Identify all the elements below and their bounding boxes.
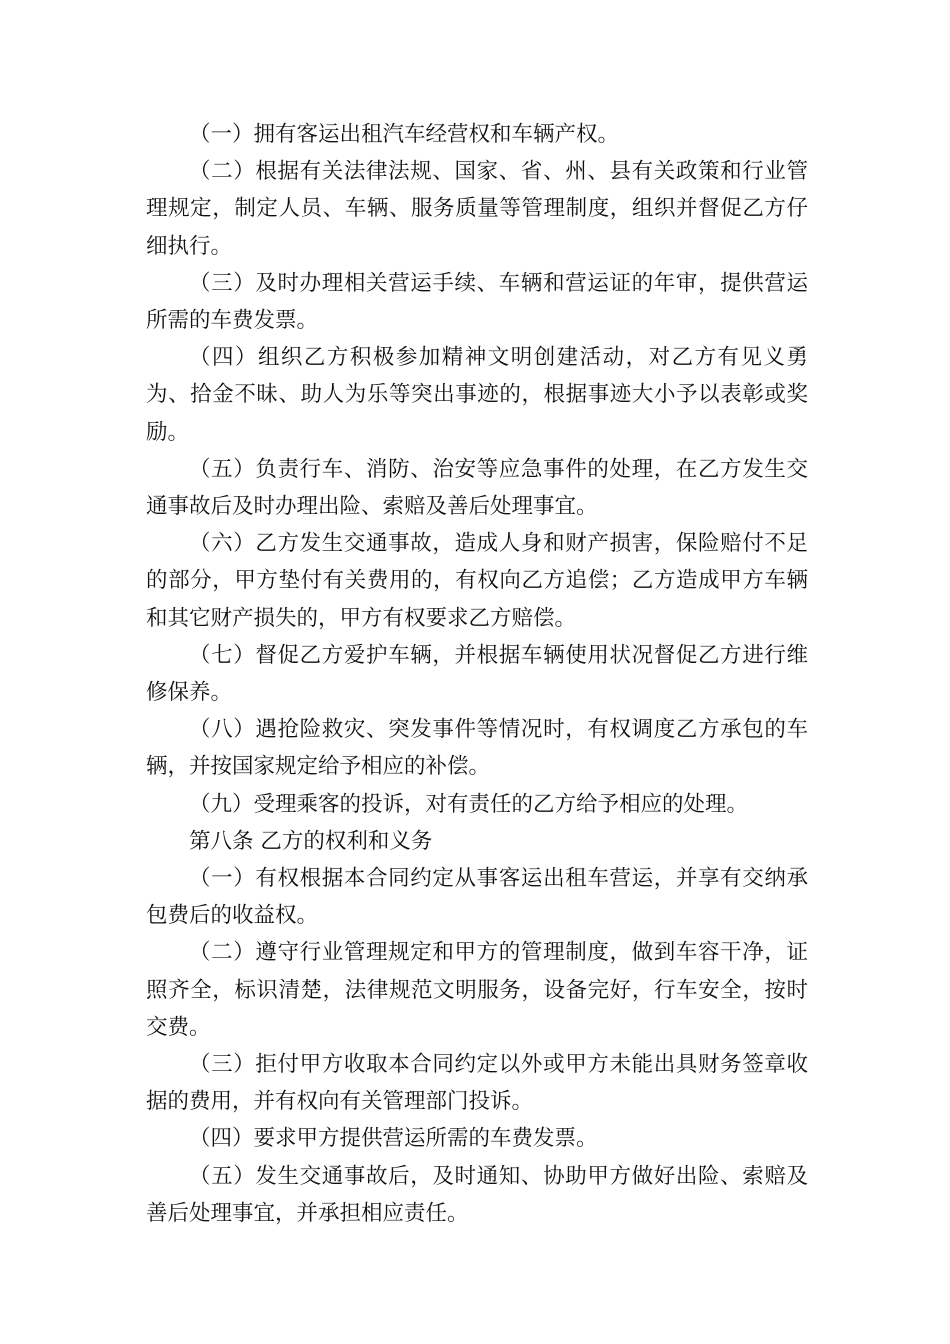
clause-1-item-7: （七）督促乙方爱护车辆，并根据车辆使用状况督促乙方进行维修保养。 (146, 642, 808, 706)
document-body (146, 116, 808, 1232)
article-8-item-2: （二）遵守行业管理规定和甲方的管理制度，做到车容干净，证照齐全，标识清楚，法律规范文明服务，设备完好，行车安全，按时交费。 (146, 940, 808, 1040)
article-8-item-4: （四）要求甲方提供营运所需的车费发票。 (189, 1126, 598, 1152)
clause-1-item-5: （五）负责行车、消防、治安等应急事件的处理，在乙方发生交通事故后及时办理出险、索赔及善后处理事宜。 (146, 456, 808, 520)
article-8-item-1: （一）有权根据本合同约定从事客运出租车营运，并享有交纳承包费后的收益权。 (146, 866, 808, 929)
clause-1-item-6: （六）乙方发生交通事故，造成人身和财产损害，保险赔付不足的部分，甲方垫付有关费用的，有权向乙方追偿；乙方造成甲方车辆和其它财产损失的，甲方有权要求乙方赔偿。 (146, 531, 808, 631)
clause-1-item-2: （二）根据有关法律法规、国家、省、州、县有关政策和行业管理规定，制定人员、车辆、服务质量等管理制度，组织并督促乙方仔细执行。 (146, 159, 808, 259)
clause-1-item-3: （三）及时办理相关营运手续、车辆和营运证的年审，提供营运所需的车费发票。 (146, 270, 808, 334)
clause-1-item-4: （四）组织乙方积极参加精神文明创建活动，对乙方有见义勇为、拾金不昧、助人为乐等突出事迹的，根据事迹大小予以表彰或奖励。 (146, 345, 808, 445)
article-8-item-5: （五）发生交通事故后，及时通知、协助甲方做好出险、索赔及善后处理事宜，并承担相应责任。 (146, 1163, 808, 1226)
article-8-item-3: （三）拒付甲方收取本合同约定以外或甲方未能出具财务签章收据的费用，并有权向有关管理部门投诉。 (146, 1052, 808, 1115)
article-8-heading: 第八条 乙方的权利和义务 (189, 828, 433, 854)
clause-1-item-9: （九）受理乘客的投诉，对有责任的乙方给予相应的处理。 (189, 791, 749, 817)
clause-1-item-8: （八）遇抢险救灾、突发事件等情况时，有权调度乙方承包的车辆，并按国家规定给予相应的补偿。 (146, 717, 808, 780)
clause-1-item-1: （一）拥有客运出租汽车经营权和车辆产权。 (189, 122, 620, 147)
